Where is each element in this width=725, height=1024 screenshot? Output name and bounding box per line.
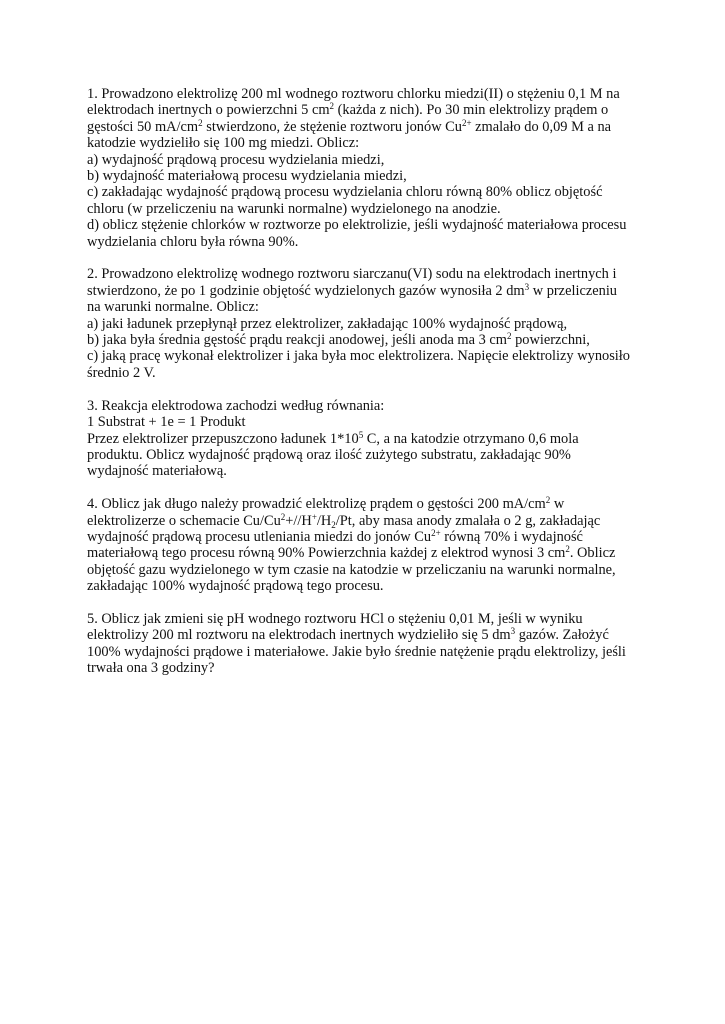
task-line (87, 611, 647, 627)
task-line (87, 119, 647, 135)
task-line (87, 414, 647, 430)
text-run: b) jaka była średnia gęstość prądu reakcji anodowej, jeśli anoda ma 3 cm (87, 332, 507, 349)
text-run: . Oblicz (569, 545, 616, 562)
superscript: 2 (545, 495, 551, 506)
task-line (87, 152, 647, 168)
text-run: w przeliczeniu (529, 282, 618, 299)
task-line (87, 348, 647, 364)
task-line (87, 201, 647, 217)
superscript: 2+ (461, 117, 472, 128)
task-line (87, 316, 647, 332)
task-line (87, 283, 647, 299)
text-run: /Pt, aby masa anody zmalała o 2 g, zakładając (335, 512, 601, 529)
task-line (87, 135, 647, 151)
text-run: chloru (w przeliczeniu na warunki normalne) wydzielonego na anodzie. (87, 200, 501, 217)
text-run: 2. Prowadzono elektrolizę wodnego roztworu siarczanu(VI) sodu na elektrodach inertnych i (87, 266, 617, 283)
task-line (87, 431, 647, 447)
task-line (87, 234, 647, 250)
task-line (87, 513, 647, 529)
text-run: elektrolizy 200 ml roztworu na elektrodach inertnych wydzieliło się 5 dm (87, 627, 511, 644)
text-run: +//H (285, 512, 312, 529)
text-run: /H (316, 512, 332, 529)
text-run: materiałową tego procesu równą 90% Powierzchnia każdej z elektrod wynosi 3 cm (87, 545, 566, 562)
task-line (87, 578, 647, 594)
text-run: 1 Substrat + 1e = 1 Produkt (87, 414, 246, 431)
superscript: 3 (510, 626, 516, 637)
superscript: 3 (524, 281, 530, 292)
superscript: 2 (198, 117, 203, 128)
task-5 (87, 611, 647, 677)
text-run: gęstości 50 mA/cm (87, 118, 199, 135)
task-line (87, 365, 647, 381)
task-line (87, 217, 647, 233)
text-run: katodzie wydzieliło się 100 mg miedzi. Oblicz: (87, 135, 360, 152)
task-line (87, 545, 647, 561)
text-run: stwierdzono, że stężenie roztworu jonów Cu (202, 118, 462, 135)
task-3 (87, 398, 647, 480)
task-line (87, 266, 647, 282)
text-run: c) zakładając wydajność prądową procesu wydzielania chloru równą 80% oblicz objętość (87, 184, 603, 201)
text-run: w (550, 496, 565, 513)
task-line (87, 644, 647, 660)
superscript: 2 (329, 101, 335, 112)
text-run: a) jaki ładunek przepłynął przez elektrolizer, zakładając 100% wydajność prądową, (87, 315, 568, 332)
text-run: elektrodach inertnych o powierzchni 5 cm (87, 102, 330, 119)
text-run: zmalało do 0,09 M a na (471, 118, 612, 135)
text-run: wydajność prądową procesu utleniania miedzi do jonów Cu (87, 528, 432, 545)
text-run: średnio 2 V. (87, 364, 156, 381)
superscript: 2 (506, 331, 512, 342)
task-line (87, 529, 647, 545)
text-run: gazów. Założyć (515, 627, 609, 644)
text-run: Przez elektrolizer przepuszczono ładunek 1*10 (87, 430, 359, 447)
task-line (87, 660, 647, 676)
task-line (87, 496, 647, 512)
task-line (87, 184, 647, 200)
text-run: 3. Reakcja elektrodowa zachodzi według równania: (87, 397, 385, 414)
text-run: produktu. Oblicz wydajność prądową oraz ilość zużytego substratu, zakładając 90% (87, 446, 571, 463)
text-run: trwała ona 3 godziny? (87, 660, 215, 677)
text-run: a) wydajność prądową procesu wydzielania miedzi, (87, 151, 385, 168)
text-run: stwierdzono, że po 1 godzinie objętość wydzielonych gazów wynosiła 2 dm (87, 282, 525, 299)
text-run: 5. Oblicz jak zmieni się pH wodnego roztworu HCl o stężeniu 0,01 M, jeśli w wyniku (87, 610, 583, 627)
text-run: 100% wydajności prądowe i materiałowe. Jakie było średnie natężenie prądu elektrolizy, jeśli (87, 643, 626, 660)
text-run: powierzchni, (511, 332, 590, 349)
text-run: c) jaką pracę wykonał elektrolizer i jaka była moc elektrolizera. Napięcie elektrolizy wynosiło (87, 348, 631, 365)
task-line (87, 102, 647, 118)
superscript: 2+ (431, 527, 441, 538)
task-line (87, 627, 647, 643)
task-line (87, 86, 647, 102)
text-run: b) wydajność materiałową procesu wydzielania miedzi, (87, 168, 407, 185)
subscript: 2 (331, 519, 336, 530)
text-run: 4. Oblicz jak długo należy prowadzić elektrolizę prądem o gęstości 200 mA/cm (87, 496, 546, 513)
text-run: 1. Prowadzono elektrolizę 200 ml wodnego roztworu chlorku miedzi(II) o stężeniu 0,1 M na (87, 86, 620, 102)
text-run: wydzielania chloru była równa 90%. (87, 233, 299, 250)
task-4 (87, 496, 647, 594)
task-line (87, 332, 647, 348)
text-run: zakładając 100% wydajność prądową tego procesu. (87, 578, 384, 595)
text-run: C, a na katodzie otrzymano 0,6 mola (363, 430, 579, 447)
task-line (87, 398, 647, 414)
text-run: równą 70% i wydajność (440, 528, 583, 545)
text-run: wydajność materiałową. (87, 463, 227, 480)
task-line (87, 168, 647, 184)
superscript: 2 (280, 511, 286, 522)
superscript: 5 (358, 429, 364, 440)
text-run: na warunki normalne. Oblicz: (87, 299, 259, 316)
text-run: elektrolizerze o schemacie Cu/Cu (87, 512, 281, 529)
task-line (87, 463, 647, 479)
text-run: d) oblicz stężenie chlorków w roztworze po elektrolizie, jeśli wydajność materiałowa procesu (87, 217, 627, 234)
task-line (87, 299, 647, 315)
task-2 (87, 266, 647, 381)
task-1 (87, 86, 647, 250)
task-line (87, 447, 647, 463)
text-run: (każda z nich). Po 30 min elektrolizy prądem o (334, 102, 609, 119)
task-line (87, 562, 647, 578)
document-page (87, 86, 647, 693)
superscript: + (311, 511, 317, 522)
text-run: objętość gazu wydzielonego w tym czasie na katodzie w przeliczaniu na warunki normalne, (87, 561, 616, 578)
superscript: 2 (565, 544, 570, 555)
